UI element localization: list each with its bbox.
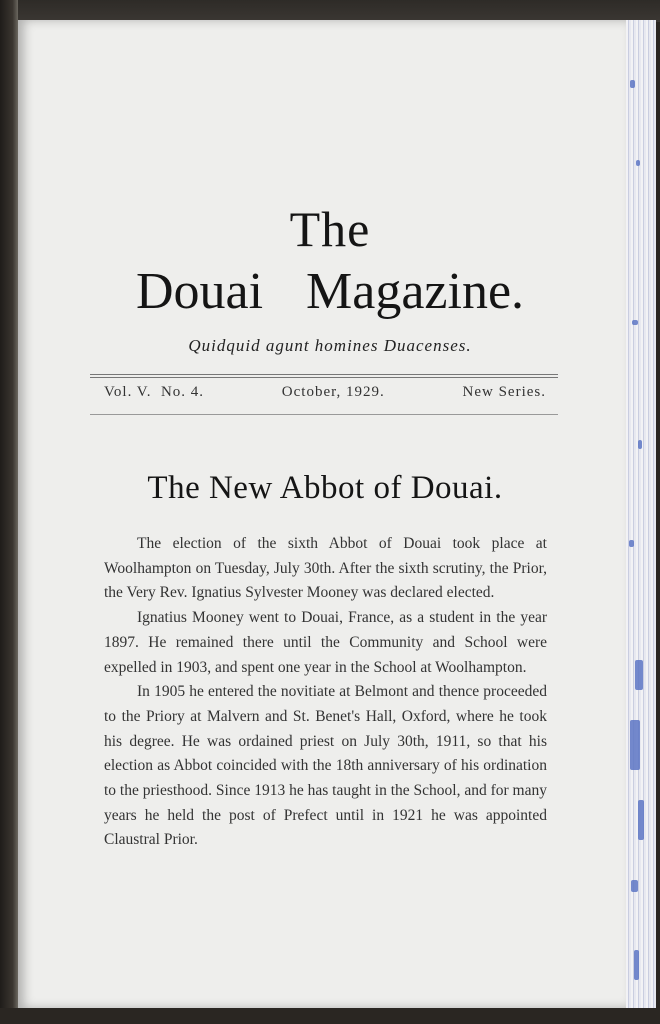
magazine-title: Douai Magazine. bbox=[135, 263, 525, 320]
issue-line bbox=[104, 384, 546, 401]
book-spine bbox=[0, 0, 18, 1024]
issue-date: October, 1929. bbox=[281, 384, 385, 400]
article-title: The New Abbot of Douai. bbox=[147, 470, 503, 506]
masthead-rule-top-2 bbox=[90, 377, 558, 378]
article-paragraph: The election of the sixth Abbot of Douai took place at Woolhampton on Tuesday, July 30th. After the sixth scrutiny, the Prior, the Very Rev. Ignatius Sylvester Mooney was declared elected. bbox=[104, 535, 547, 602]
issue-volume: Vol. V. No. 4. bbox=[104, 384, 205, 400]
masthead-rule-top bbox=[90, 374, 558, 375]
article-paragraph: Ignatius Mooney went to Douai, France, as a student in the year 1897. He remained there until the Community and School were expelled in 1903, and spent one year in the School at Woolhampton. bbox=[104, 609, 547, 676]
masthead-the: The bbox=[289, 201, 371, 257]
book-top-edge bbox=[0, 0, 660, 22]
book-fore-edge bbox=[626, 20, 656, 1010]
article-paragraph: In 1905 he entered the novitiate at Belmont and thence proceeded to the Priory at Malvern and St. Benet's Hall, Oxford, where he took his degree. He was ordained priest on July 30th, 1911, so that his election as Abbot coincided with the 18th anniversary of his ordination to the priesthood. Since 1913 he has taught in the School, and for many years he held the post of Prefect until in 1921 he was appointed Claustral Prior. bbox=[104, 683, 547, 849]
article-body bbox=[104, 532, 547, 853]
book-bottom-edge bbox=[0, 1008, 660, 1024]
magazine-page bbox=[18, 20, 626, 1008]
issue-series: New Series. bbox=[462, 384, 546, 400]
masthead-rule-bottom bbox=[90, 414, 558, 415]
magazine-motto: Quidquid agunt homines Duacenses. bbox=[188, 336, 472, 355]
issue-number: No. 4. bbox=[160, 384, 205, 400]
